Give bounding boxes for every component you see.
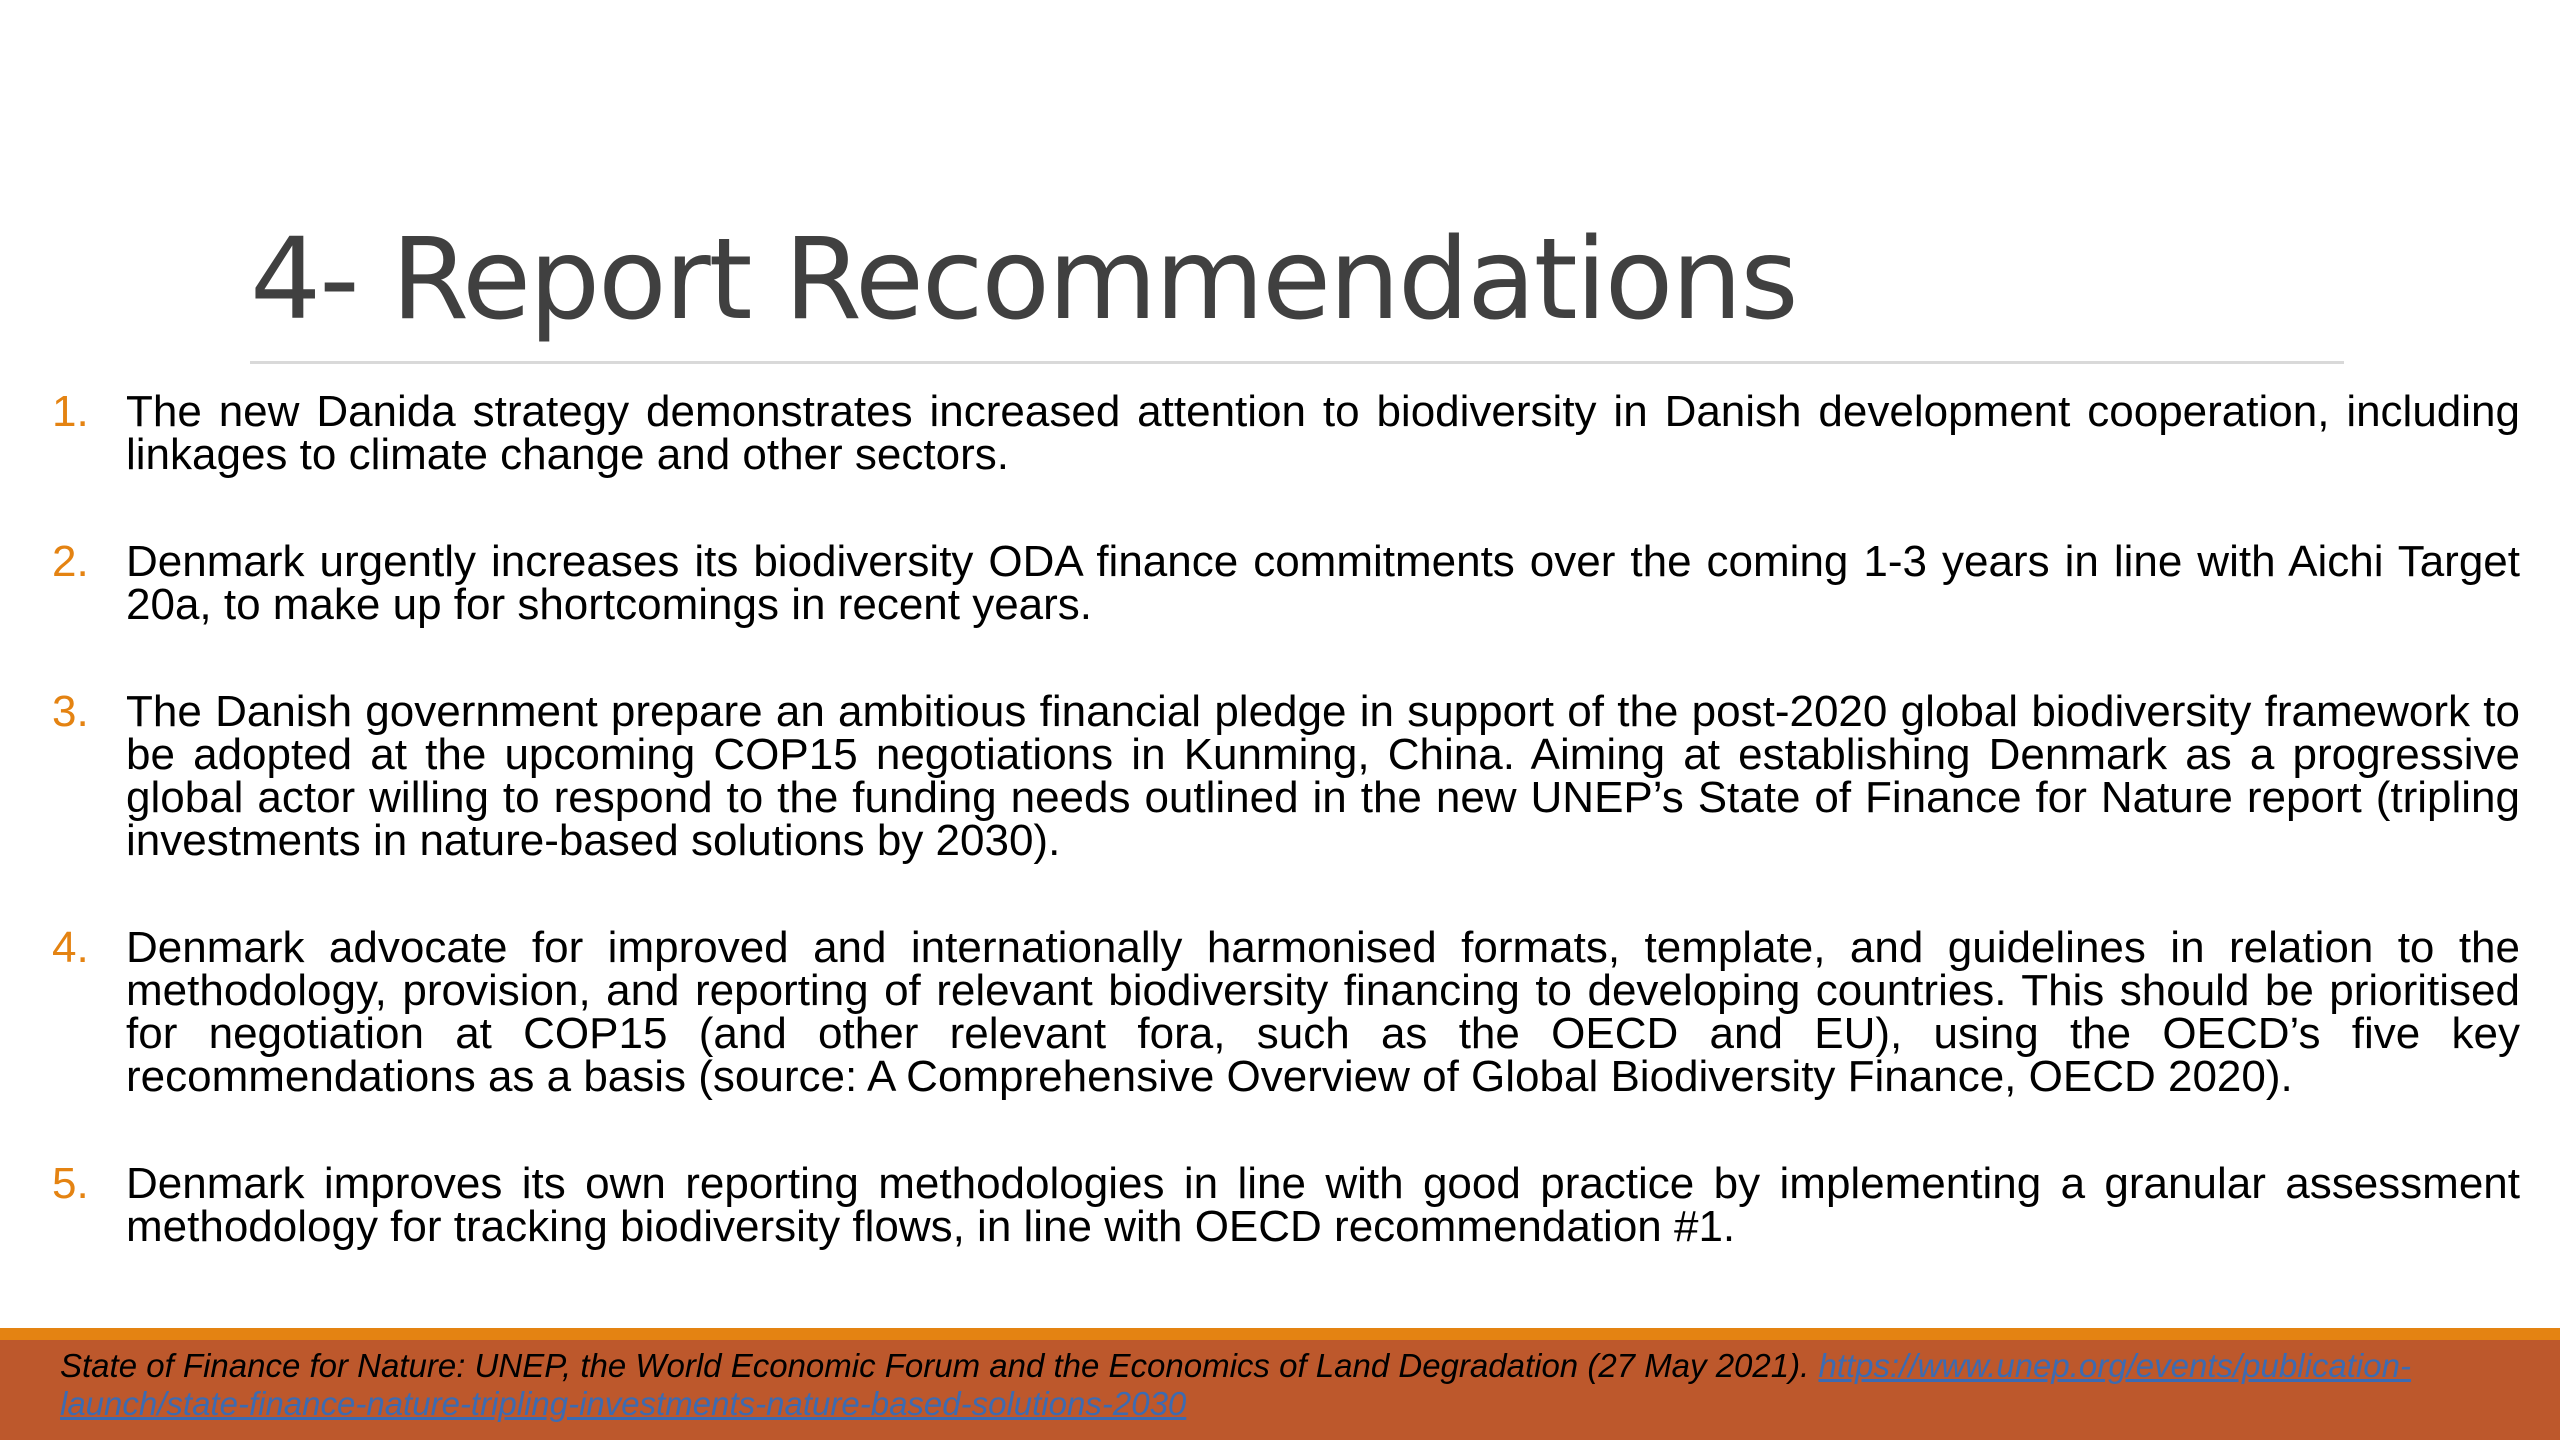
footer-stripe <box>0 1328 2560 1340</box>
recommendation-text: The Danish government prepare an ambitious financial pledge in support of the post-2020 global biodiversity framework to be adopted at the upcoming COP15 negotiations in Kunming, China. Aiming at establishing Denmark as a progressive global actor willing to respond to the funding needs outlined in the new UNEP’s State of Finance for Nature report (tripling investments in nature-based solutions by 2030). <box>126 687 2520 865</box>
recommendation-item <box>0 537 2560 629</box>
citation-link[interactable]: https://www.unep.org/events/publication-launch/state-finance-nature-tripling-investments-nature-based-solutions-2030 <box>60 1347 2411 1422</box>
recommendation-item <box>0 1159 2560 1251</box>
footer-citation <box>60 1347 2520 1423</box>
recommendation-text: Denmark improves its own reporting methodologies in line with good practice by implementing a granular assessment methodology for tracking biodiversity flows, in line with OECD recommendation #1. <box>126 1159 2520 1251</box>
recommendation-item <box>0 923 2560 1101</box>
recommendation-item <box>0 687 2560 865</box>
recommendation-text: The new Danida strategy demonstrates increased attention to biodiversity in Danish development cooperation, including linkages to climate change and other sectors. <box>126 387 2520 479</box>
recommendation-number: 2. <box>52 537 89 586</box>
slide-title: 4- Report Recommendations <box>250 215 1797 345</box>
recommendation-number: 3. <box>52 687 89 736</box>
recommendation-number: 4. <box>52 923 89 972</box>
recommendation-number: 1. <box>52 387 89 436</box>
recommendation-text: Denmark urgently increases its biodiversity ODA finance commitments over the coming 1-3 years in line with Aichi Target 20a, to make up for shortcomings in recent years. <box>126 537 2520 629</box>
citation-text: State of Finance for Nature: UNEP, the World Economic Forum and the Economics of Land Degradation (27 May 2021). <box>60 1347 1810 1384</box>
title-divider <box>250 361 2344 364</box>
recommendations-list <box>0 387 2560 1312</box>
recommendation-number: 5. <box>52 1159 89 1208</box>
recommendation-text: Denmark advocate for improved and internationally harmonised formats, template, and guidelines in relation to the methodology, provision, and reporting of relevant biodiversity financing to developing countries. This should be prioritised for negotiation at COP15 (and other relevant fora, such as the OECD and EU), using the OECD’s five key recommendations as a basis (source: A Comprehensive Overview of Global Biodiversity Finance, OECD 2020). <box>126 923 2520 1101</box>
recommendation-item <box>0 387 2560 479</box>
